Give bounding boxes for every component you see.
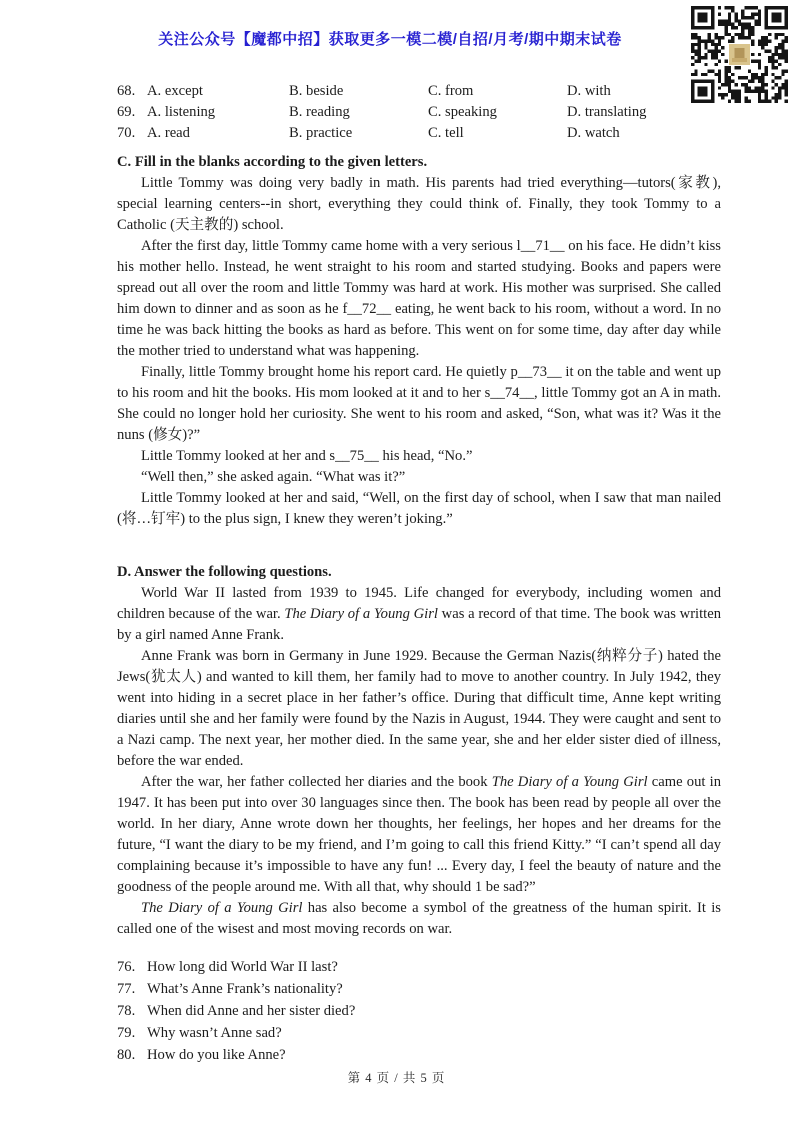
page-footer bbox=[0, 1068, 793, 1086]
question-row bbox=[117, 956, 721, 978]
option-c: C. tell bbox=[428, 125, 464, 141]
mcq-row bbox=[117, 102, 721, 123]
text-run: Anne Frank was born in Germany in June 1929. Because the German Nazis(纳粹分子) hated the Jews(犹太人) and wanted to kill them, her family had to move to another country. In July 1942, they went into hiding in a secret place in her father’s office. During that difficult time, Anne kept writing diaries until she and her family were found by the Nazis in August, 1944. They were caught and sent to a Nazi camp. The next year, her mother died. In the same year, she and her elder sister died of illness, before the war ended. bbox=[117, 648, 721, 769]
question-text: Why wasn’t Anne sad? bbox=[147, 1025, 282, 1041]
question-number: 70. bbox=[117, 125, 136, 141]
option-c: C. from bbox=[428, 83, 474, 99]
mcq-row bbox=[117, 81, 721, 102]
text-run: Little Tommy looked at her and s__75__ his head, “No.” bbox=[141, 448, 473, 464]
text-run: Finally, little Tommy brought home his report card. He quietly p__73__ it on the table and went up to his room and hit the books. His mom looked at it and to her s__74__, little Tommy got an A in math. She could no longer hold her curiosity. She went to his room and asked, “Son, what was it? Was it the nuns (修女)?” bbox=[117, 364, 721, 443]
text-run: was a record of that time. The book was written by a girl named Anne Frank. bbox=[117, 606, 721, 643]
paragraph bbox=[117, 446, 721, 467]
questions-list bbox=[117, 956, 721, 1066]
paragraph bbox=[117, 583, 721, 646]
question-number: 79. bbox=[117, 1025, 136, 1041]
question-row bbox=[117, 1000, 721, 1022]
option-d: D. translating bbox=[567, 104, 647, 120]
text-run: World War II lasted from 1939 to 1945. Life changed for everybody, including women and children because of the war. bbox=[117, 585, 721, 622]
option-d: D. watch bbox=[567, 125, 620, 141]
section-c-passage bbox=[117, 173, 721, 530]
paragraph bbox=[117, 898, 721, 940]
question-row bbox=[117, 1022, 721, 1044]
option-a: A. listening bbox=[147, 104, 216, 120]
question-number: 78. bbox=[117, 1003, 136, 1019]
option-b: B. practice bbox=[289, 125, 353, 141]
paragraph bbox=[117, 173, 721, 236]
promo-banner bbox=[60, 0, 720, 49]
option-c: C. speaking bbox=[428, 104, 497, 120]
page-number-label: 第 4 页 / 共 5 页 bbox=[347, 1071, 446, 1085]
book-title-italic: The Diary of a Young Girl bbox=[284, 606, 438, 622]
question-text: When did Anne and her sister died? bbox=[147, 1003, 356, 1019]
option-d: D. with bbox=[567, 83, 611, 99]
option-b: B. beside bbox=[289, 83, 344, 99]
question-row bbox=[117, 1044, 721, 1066]
text-run: Little Tommy was doing very badly in math. His parents had tried everything—tutors(家教), special learning centers--in short, everything they could think of. Finally, they took Tommy to a Catholic (天主教的) school. bbox=[117, 175, 721, 233]
book-title-italic: The Diary of a Young Girl bbox=[491, 774, 648, 790]
paragraph bbox=[117, 488, 721, 530]
mcq-row bbox=[117, 123, 721, 144]
text-run: Little Tommy looked at her and said, “Well, on the first day of school, when I saw that man nailed (将…钉牢) to the plus sign, I knew they weren’t joking.” bbox=[117, 490, 721, 527]
section-d-passage bbox=[117, 583, 721, 940]
question-text: How long did World War II last? bbox=[147, 959, 338, 975]
question-number: 69. bbox=[117, 104, 136, 120]
question-text: How do you like Anne? bbox=[147, 1047, 286, 1063]
promo-banner-text: 关注公众号【魔都中招】获取更多一模二模/自招/月考/期中期末试卷 bbox=[158, 31, 622, 48]
paragraph bbox=[117, 236, 721, 362]
question-number: 77. bbox=[117, 981, 136, 997]
paragraph bbox=[117, 772, 721, 898]
section-c-heading: C. Fill in the blanks according to the given letters. bbox=[117, 154, 428, 170]
paragraph bbox=[117, 362, 721, 446]
text-run: After the war, her father collected her diaries and the book bbox=[141, 774, 492, 790]
mcq-options-block bbox=[117, 81, 721, 144]
text-run: After the first day, little Tommy came home with a very serious l__71__ on his face. He didn’t kiss his mother hello. Instead, he went straight to his room and started studying. Books and papers were spread out all over the room and little Tommy was hard at work. His mother was surprised. She called him down to dinner and as soon as he f__72__ eating, he went back to his room, without a word. In no time he was back hitting the books as hard as before. This went on for some time, day after day while the mother tried to understand what was happening. bbox=[117, 238, 721, 359]
question-number: 76. bbox=[117, 959, 136, 975]
question-number: 80. bbox=[117, 1047, 136, 1063]
paragraph bbox=[117, 467, 721, 488]
option-a: A. read bbox=[147, 125, 190, 141]
qr-code bbox=[691, 6, 788, 103]
book-title-italic: The Diary of a Young Girl bbox=[141, 900, 303, 916]
question-row bbox=[117, 978, 721, 1000]
section-d-heading: D. Answer the following questions. bbox=[117, 564, 332, 580]
option-b: B. reading bbox=[289, 104, 350, 120]
page-content bbox=[117, 81, 721, 1066]
question-text: What’s Anne Frank’s nationality? bbox=[147, 981, 343, 997]
text-run: has also become a symbol of the greatness of the human spirit. It is called one of the wisest and most moving records on war. bbox=[117, 900, 721, 937]
option-a: A. except bbox=[147, 83, 203, 99]
text-run: “Well then,” she asked again. “What was it?” bbox=[141, 469, 406, 485]
paragraph bbox=[117, 646, 721, 772]
text-run: came out in 1947. It has been put into over 30 languages since then. The book has been read by people all over the world. In her diary, Anne wrote down her thoughts, her feelings, her hopes and her dreams for the future, “I want the diary to be my friend, and I’m going to call this friend Kitty.” “I can’t spend all day complaining because it’s impossible to have any fun! ... Every day, I feel the beauty of nature and the goodness of the people around me. With all that, why should 1 be sad?” bbox=[117, 774, 721, 895]
question-number: 68. bbox=[117, 83, 136, 99]
